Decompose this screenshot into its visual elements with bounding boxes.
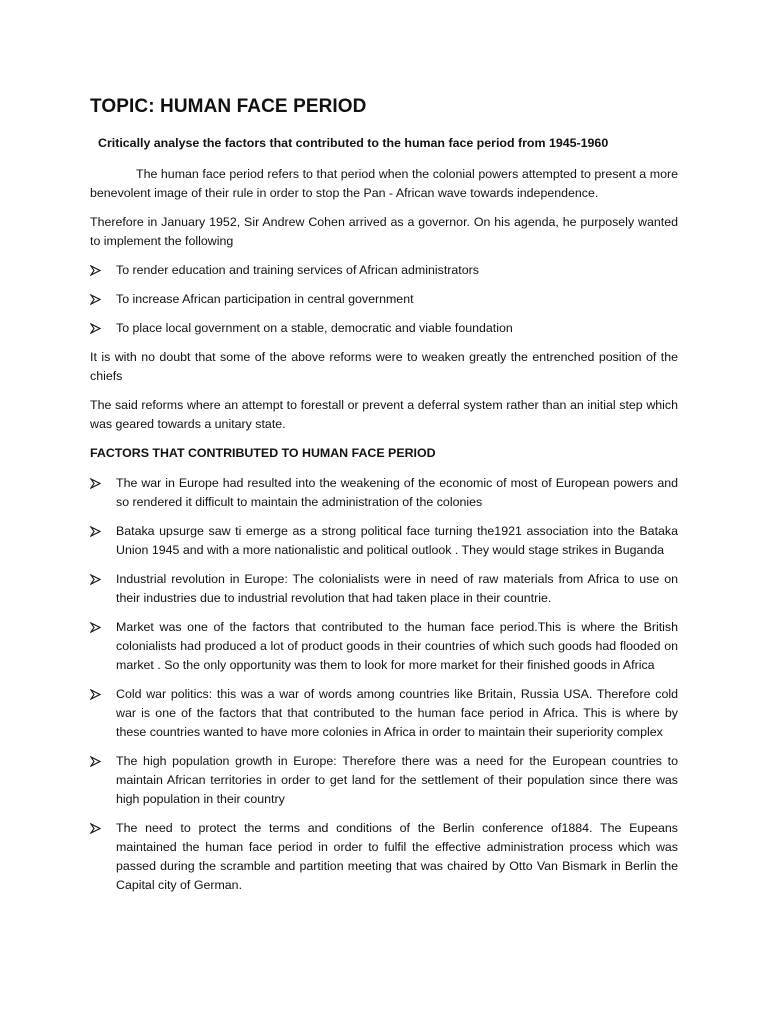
arrow-bullet-icon [90, 261, 104, 276]
arrow-bullet-icon [90, 319, 104, 334]
cohen-paragraph: Therefore in January 1952, Sir Andrew Cohen arrived as a governor. On his agenda, he purposely wanted to implement the following [90, 215, 678, 248]
arrow-bullet-icon [90, 819, 104, 834]
intro-paragraph: The human face period refers to that period when the colonial powers attempted to present a more benevolent image of their rule in order to stop the Pan - African wave towards independence. [90, 167, 678, 200]
list-item-text: To render education and training services of African administrators [116, 263, 479, 277]
arrow-bullet-icon [90, 752, 104, 767]
essay-question: Critically analyse the factors that contributed to the human face period from 1945-1960 [98, 136, 609, 150]
factors-heading: FACTORS THAT CONTRIBUTED TO HUMAN FACE PERIOD [90, 446, 436, 460]
list-item-text: To place local government on a stable, democratic and viable foundation [116, 321, 513, 335]
list-item [90, 290, 678, 309]
list-item-text: Bataka upsurge saw ti emerge as a strong political face turning the1921 association into the Bataka Union 1945 and with a more nationalistic and political outlook . They would stage strikes in Buganda [116, 524, 678, 557]
arrow-bullet-icon [90, 618, 104, 633]
arrow-bullet-icon [90, 474, 104, 489]
list-item [90, 570, 678, 608]
chiefs-paragraph: It is with no doubt that some of the above reforms were to weaken greatly the entrenched position of the chiefs [90, 350, 678, 383]
list-item-text: The war in Europe had resulted into the weakening of the economic of most of European powers and so rendered it difficult to maintain the administration of the colonies [116, 476, 678, 509]
document-title: TOPIC: HUMAN FACE PERIOD [90, 96, 367, 117]
list-item-text: Market was one of the factors that contributed to the human face period.This is where the British colonialists had produced a lot of product goods in their countries of which such goods had flooded on market . So the only opportunity was them to look for more market for their finished goods in Africa [116, 620, 678, 672]
list-item-text: To increase African participation in central government [116, 292, 414, 306]
list-item-text: The high population growth in Europe: Therefore there was a need for the European countries to maintain African territories in order to get land for the settlement of their population since there was high population in their country [116, 754, 678, 806]
arrow-bullet-icon [90, 522, 104, 537]
list-item [90, 261, 678, 280]
list-item-text: Industrial revolution in Europe: The colonialists were in need of raw materials from Africa to use on their industries due to industrial revolution that had taken place in their countrie. [116, 572, 678, 605]
reforms-paragraph: The said reforms where an attempt to forestall or prevent a deferral system rather than an initial step which was geared towards a unitary state. [90, 398, 678, 431]
list-item [90, 319, 678, 338]
agenda-list [90, 261, 678, 338]
list-item [90, 685, 678, 742]
list-item [90, 618, 678, 675]
factors-list [90, 474, 678, 895]
list-item [90, 819, 678, 895]
list-item [90, 752, 678, 809]
arrow-bullet-icon [90, 685, 104, 700]
arrow-bullet-icon [90, 570, 104, 585]
list-item [90, 522, 678, 560]
arrow-bullet-icon [90, 290, 104, 305]
list-item-text: Cold war politics: this was a war of words among countries like Britain, Russia USA. Therefore cold war is one of the factors that that contributed to the human face period in Africa. This is where by these countries wanted to have more colonies in Africa in order to maintain their superiority complex [116, 687, 678, 739]
list-item-text: The need to protect the terms and conditions of the Berlin conference of1884. The Eupeans maintained the human face period in order to fulfil the effective administration process which was passed during the scramble and partition meeting that was chaired by Otto Van Bismark in Berlin the Capital city of German. [116, 821, 678, 892]
list-item [90, 474, 678, 512]
